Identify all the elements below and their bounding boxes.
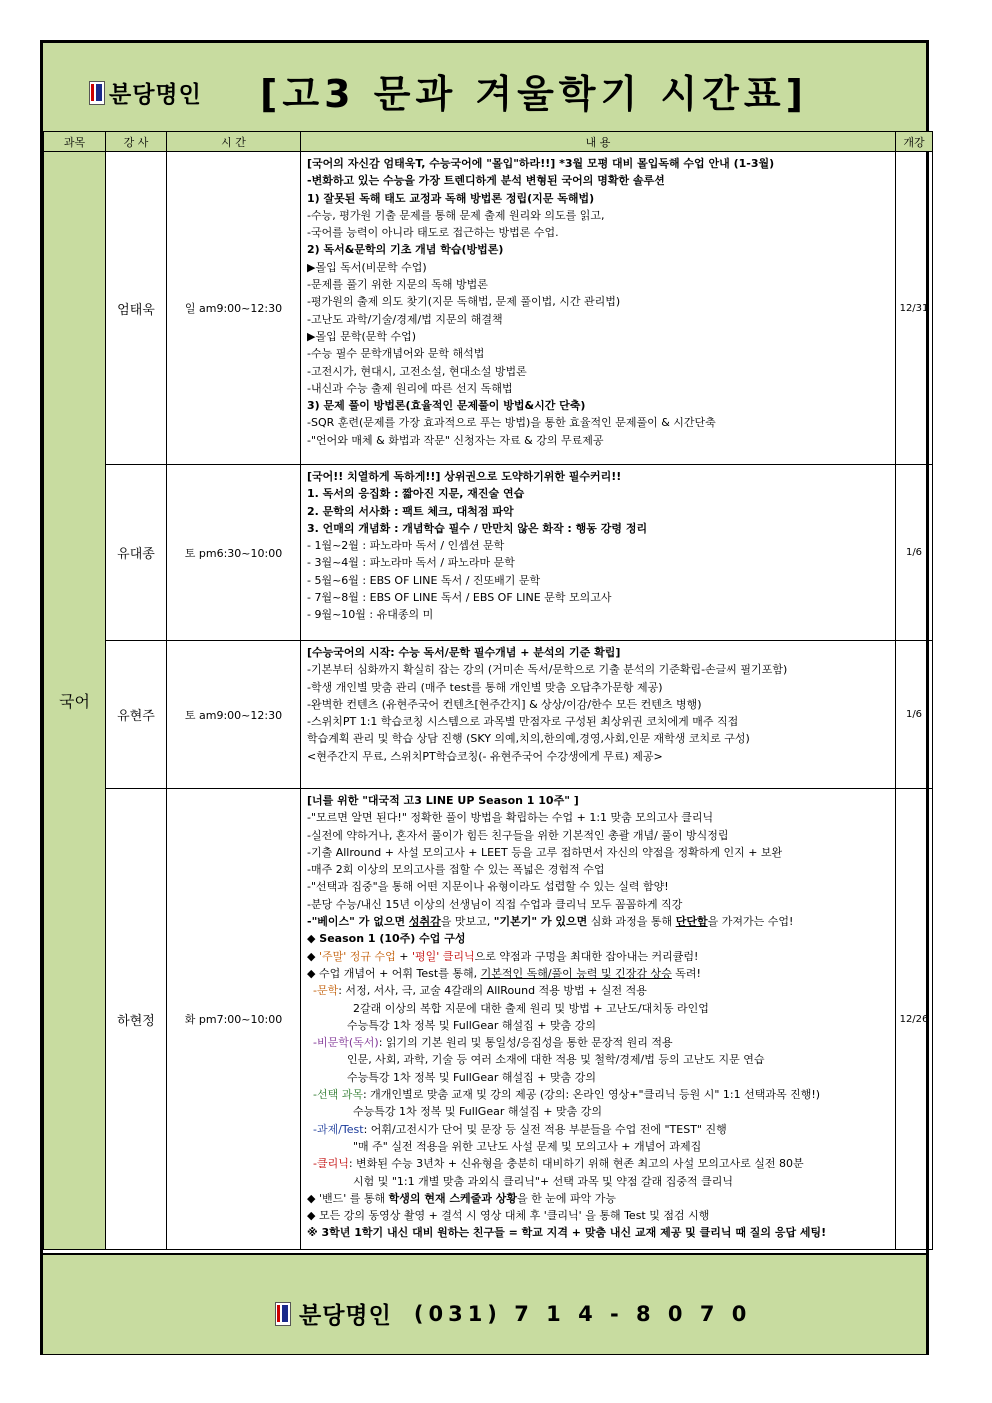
content-line: -매주 2회 이상의 모의고사를 접할 수 있는 폭넓은 경험적 수업 bbox=[307, 863, 605, 877]
content-line: 2. 문학의 서사화 : 팩트 체크, 대척점 파악 bbox=[307, 504, 514, 518]
text-fragment: : 개개인별로 맞춤 교재 및 강의 제공 (강의: 온라인 영상+"클리닉 등원 시" 1:1 선택과목 진행!) bbox=[362, 1088, 821, 1102]
content-cell bbox=[301, 789, 896, 1250]
teacher-cell: 엄태욱 bbox=[106, 152, 167, 465]
start-date-cell: 12/26 bbox=[896, 789, 933, 1250]
content-line: ▶몰입 문학(문학 수업) bbox=[307, 329, 417, 343]
content-line: -실전에 약하거나, 혼자서 풀이가 힘든 친구들을 위한 기본적인 총괄 개념/ 풀이 방식정립 bbox=[307, 828, 729, 842]
content-line: -분당 수능/내신 15년 이상의 선생님이 직접 수업과 클리닉 모두 꼼꼼하게 직강 bbox=[307, 897, 683, 911]
content-line: ▶몰입 독서(비문학 수업) bbox=[307, 260, 427, 274]
content-line: -학생 개인별 맞춤 관리 (매주 test를 통해 개인별 맞춤 오답추가문항 제공) bbox=[307, 680, 663, 694]
text-fragment: '주말' 정규 수업 bbox=[318, 949, 396, 963]
timetable-frame bbox=[40, 40, 929, 1355]
header bbox=[43, 43, 926, 133]
content-line: 학습계획 관리 및 학습 상담 진행 (SKY 의예,치의,한의예,경영,사회,인문 재학생 코치로 구성) bbox=[307, 732, 750, 746]
content-line bbox=[307, 965, 891, 982]
table-row bbox=[44, 789, 933, 1250]
col-teacher-header: 강 사 bbox=[106, 132, 167, 152]
teacher-cell: 하현정 bbox=[106, 789, 167, 1250]
text-fragment: 학생의 현재 스케줄과 상황 bbox=[388, 1191, 517, 1205]
logo-text: 분당명인 bbox=[109, 82, 202, 108]
col-start-header: 개강 bbox=[896, 132, 933, 152]
teacher-cell: 유현주 bbox=[106, 641, 167, 789]
start-date-cell: 1/6 bbox=[896, 465, 933, 641]
content-line: 인문, 사회, 과학, 기술 등 여러 소재에 대한 적용 및 철학/경제/법 등의 고난도 지문 연습 bbox=[347, 1053, 765, 1067]
subject-cell: 국어 bbox=[44, 152, 106, 1250]
content-line: - 5월~6월 : EBS OF LINE 독서 / 진또배기 문학 bbox=[307, 573, 541, 587]
content-line: -스위치PT 1:1 학습코칭 시스템으로 과목별 만점자로 구성된 최상위권 코치에게 매주 직접 bbox=[307, 715, 739, 729]
content-line bbox=[307, 1034, 891, 1051]
table-row bbox=[44, 641, 933, 789]
content-line: 2) 독서&문학의 기초 개념 학습(방법론) bbox=[307, 243, 504, 257]
content-line bbox=[307, 982, 891, 999]
table-row bbox=[44, 465, 933, 641]
text-fragment: -과제/Test bbox=[313, 1122, 364, 1136]
content-line: -"언어와 매체 & 화법과 작문" 신청자는 자료 & 강의 무료제공 bbox=[307, 433, 604, 447]
timetable bbox=[43, 131, 933, 1250]
time-cell: 화 pm7:00~10:00 bbox=[167, 789, 301, 1250]
content-line: -고난도 과학/기술/경제/법 지문의 해결책 bbox=[307, 312, 503, 326]
content-line: -완벽한 컨텐츠 (유현주국어 컨텐츠[현주간지] & 상상/이감/한수 모든 컨텐츠 병행) bbox=[307, 697, 702, 711]
content-line: - 1월~2월 : 파노라마 독서 / 인셉션 문학 bbox=[307, 539, 505, 553]
start-date-cell: 1/6 bbox=[896, 641, 933, 789]
footer-phone: (031) 7 1 4 - 8 0 7 0 bbox=[413, 1301, 752, 1326]
content-cell bbox=[301, 641, 896, 789]
content-line: -변화하고 있는 수능을 가장 트렌디하게 분석 변형된 국어의 명확한 솔루션 bbox=[307, 174, 665, 188]
time-cell: 일 am9:00~12:30 bbox=[167, 152, 301, 465]
start-date-cell: 12/31 bbox=[896, 152, 933, 465]
content-line: -SQR 훈련(문제를 가장 효과적으로 푸는 방법)을 통한 효율적인 문제풀이 & 시간단축 bbox=[307, 416, 716, 430]
text-fragment: 을 한 눈에 파악 가능 bbox=[517, 1191, 616, 1205]
content-line bbox=[307, 913, 891, 930]
content-line: -기본부터 심화까지 확실히 잡는 강의 (거미손 독서/문학으로 기출 분석의 기준확립-손글씨 필기포함) bbox=[307, 663, 788, 677]
content-line: 수능특강 1차 정복 및 FullGear 해설집 + 맞춤 강의 bbox=[353, 1105, 602, 1119]
col-content-header: 내 용 bbox=[301, 132, 896, 152]
logo-icon bbox=[89, 81, 105, 105]
content-line: ※ 3학년 1학기 내신 대비 원하는 친구들 = 학교 지격 + 맞춤 내신 교재 제공 및 클리닉 때 질의 응답 세팅! bbox=[307, 1226, 827, 1240]
content-line: "매 주" 실전 적용을 위한 고난도 사설 문제 및 모의고사 + 개념어 과제집 bbox=[353, 1139, 702, 1153]
content-line: -문제를 풀기 위한 지문의 독해 방법론 bbox=[307, 278, 488, 292]
text-fragment: + bbox=[395, 949, 412, 963]
content-line: [국어!! 치열하게 독하게!!] 상위권으로 도약하기위한 필수커리!! bbox=[307, 470, 622, 483]
content-line: 수능특강 1차 정복 및 FullGear 해설집 + 맞춤 강의 bbox=[347, 1018, 596, 1032]
time-cell: 토 am9:00~12:30 bbox=[167, 641, 301, 789]
text-fragment: 을 가져가는 수업! bbox=[707, 915, 794, 929]
content-line: 수능특강 1차 정복 및 FullGear 해설집 + 맞춤 강의 bbox=[347, 1070, 596, 1084]
header-logo bbox=[89, 76, 202, 109]
content-line: - 7월~8월 : EBS OF LINE 독서 / EBS OF LINE 문학 모의고사 bbox=[307, 591, 612, 605]
text-fragment: : 읽기의 기본 원리 및 통일성/응집성을 통한 문장적 원리 적용 bbox=[378, 1036, 673, 1050]
content-line bbox=[307, 948, 891, 965]
teacher-cell: 유대종 bbox=[106, 465, 167, 641]
content-line: [너를 위한 "대국적 고3 LINE UP Season 1 10주" ] bbox=[307, 794, 579, 807]
text-fragment: -클리닉 bbox=[313, 1157, 349, 1171]
col-time-header: 시 간 bbox=[167, 132, 301, 152]
text-fragment: 심화 과정을 통해 bbox=[587, 915, 676, 929]
content-line: 1) 잘못된 독해 태도 교정과 독해 방법론 정립(지문 독해법) bbox=[307, 191, 595, 205]
footer bbox=[43, 1253, 926, 1354]
page-title: [고3 문과 겨울학기 시간표] bbox=[260, 72, 808, 116]
footer-academy-name: 분당명인 bbox=[299, 1303, 392, 1329]
content-line: -수능, 평가원 기출 문제를 통해 문제 출제 원리와 의도를 읽고, bbox=[307, 208, 605, 222]
content-line: -수능 필수 문학개념어와 문학 해석법 bbox=[307, 347, 485, 361]
text-fragment: ◆ '밴드' 를 통해 bbox=[307, 1191, 389, 1205]
text-fragment: -"베이스" 가 없으면 bbox=[307, 915, 409, 929]
content-line: -평가원의 출제 의도 찾기(지문 독해법, 문제 풀이법, 시간 관리법) bbox=[307, 295, 621, 309]
text-fragment: -선택 과목 bbox=[313, 1088, 363, 1102]
content-line: 3) 문제 풀이 방법론(효율적인 문제풀이 방법&시간 단축) bbox=[307, 399, 586, 413]
content-line: -기출 Allround + 사설 모의고사 + LEET 등을 고루 접하면서 자신의 약점을 정확하게 인지 + 보완 bbox=[307, 845, 783, 859]
text-fragment: ◆ 수업 개념어 + 어휘 Test를 통해, bbox=[307, 966, 481, 980]
content-line: 1. 독서의 응집화 : 짧아진 지문, 재진술 연습 bbox=[307, 487, 525, 501]
text-fragment: -문학 bbox=[313, 984, 339, 998]
logo-icon bbox=[275, 1302, 291, 1326]
col-subject-header: 과목 bbox=[44, 132, 106, 152]
text-fragment: : 서정, 서사, 극, 교술 4갈래의 AllRound 적용 방법 + 실전 적용 bbox=[338, 984, 647, 998]
text-fragment: 단단함 bbox=[675, 915, 708, 929]
content-line: 시험 및 "1:1 개별 맞춤 과외식 클리닉"+ 선택 과목 및 약점 갈래 집중적 클리닉 bbox=[353, 1174, 734, 1188]
text-fragment: -비문학(독서) bbox=[313, 1036, 379, 1050]
content-line: -내신과 수능 출제 원리에 따른 선지 독해법 bbox=[307, 381, 513, 395]
text-fragment: "기본기" 가 있으면 bbox=[493, 915, 588, 929]
content-line: [국어의 자신감 엄태욱T, 수능국어에 "몰입"하라!!] *3월 모평 대비 몰입독해 수업 안내 (1-3월) bbox=[307, 157, 775, 170]
content-line: <현주간지 무료, 스위치PT학습코칭(- 유현주국어 수강생에게 무료) 제공> bbox=[307, 749, 663, 763]
content-line: - 9월~10월 : 유대종의 미 bbox=[307, 608, 434, 622]
table-header-row bbox=[44, 132, 933, 152]
content-line: 3. 언매의 개념화 : 개념학습 필수 / 만만치 않은 화작 : 행동 강령 정리 bbox=[307, 521, 648, 535]
text-fragment: ◆ bbox=[307, 949, 319, 963]
text-fragment: 으로 약점과 구멍을 최대한 잡아내는 커리큘럼! bbox=[474, 949, 699, 963]
text-fragment: : 어휘/고전시가 단어 및 문장 등 실전 적용 부분들을 수업 전에 "TEST" 진행 bbox=[363, 1122, 727, 1136]
content-line bbox=[307, 1121, 891, 1138]
content-line: -국어를 능력이 아니라 태도로 접근하는 방법론 수업. bbox=[307, 226, 559, 240]
text-fragment: 성취감 bbox=[408, 915, 441, 929]
text-fragment: 을 맛보고, bbox=[440, 915, 494, 929]
content-cell bbox=[301, 152, 896, 465]
text-fragment: 독려! bbox=[671, 966, 701, 980]
content-line: ◆ 모든 강의 동영상 촬영 + 결석 시 영상 대체 후 '클리닉' 을 통해 Test 및 점검 시행 bbox=[307, 1209, 710, 1223]
content-line bbox=[307, 1190, 891, 1207]
content-line: 2갈래 이상의 복합 지문에 대한 출제 원리 및 방법 + 고난도/대치동 라인업 bbox=[353, 1001, 709, 1015]
text-fragment: : 변화된 수능 3년차 + 신유형을 충분히 대비하기 위해 현존 최고의 사설 모의고사로 실전 80분 bbox=[348, 1157, 804, 1171]
text-fragment: 기본적인 독해/풀이 능력 및 긴장감 상승 bbox=[480, 966, 672, 980]
content-line bbox=[307, 1155, 891, 1172]
time-cell: 토 pm6:30~10:00 bbox=[167, 465, 301, 641]
footer-contact bbox=[275, 1297, 751, 1330]
content-line: - 3월~4월 : 파노라마 독서 / 파노라마 문학 bbox=[307, 556, 515, 570]
content-line: -고전시가, 현대시, 고전소설, 현대소설 방법론 bbox=[307, 364, 527, 378]
content-cell bbox=[301, 465, 896, 641]
content-line: [수능국어의 시작: 수능 독서/문학 필수개념 + 분석의 기준 확립] bbox=[307, 646, 621, 659]
content-line: -"모르면 알면 된다!" 정확한 풀이 방법을 확립하는 수업 + 1:1 맞춤 모의고사 클리닉 bbox=[307, 811, 714, 825]
table-row bbox=[44, 152, 933, 465]
content-line: ◆ Season 1 (10주) 수업 구성 bbox=[307, 932, 466, 946]
text-fragment: '평일' 클리닉 bbox=[411, 949, 475, 963]
content-line: -"선택과 집중"을 통해 어떤 지문이나 유형이라도 섭렵할 수 있는 실력 함양! bbox=[307, 880, 669, 894]
content-line bbox=[307, 1086, 891, 1103]
